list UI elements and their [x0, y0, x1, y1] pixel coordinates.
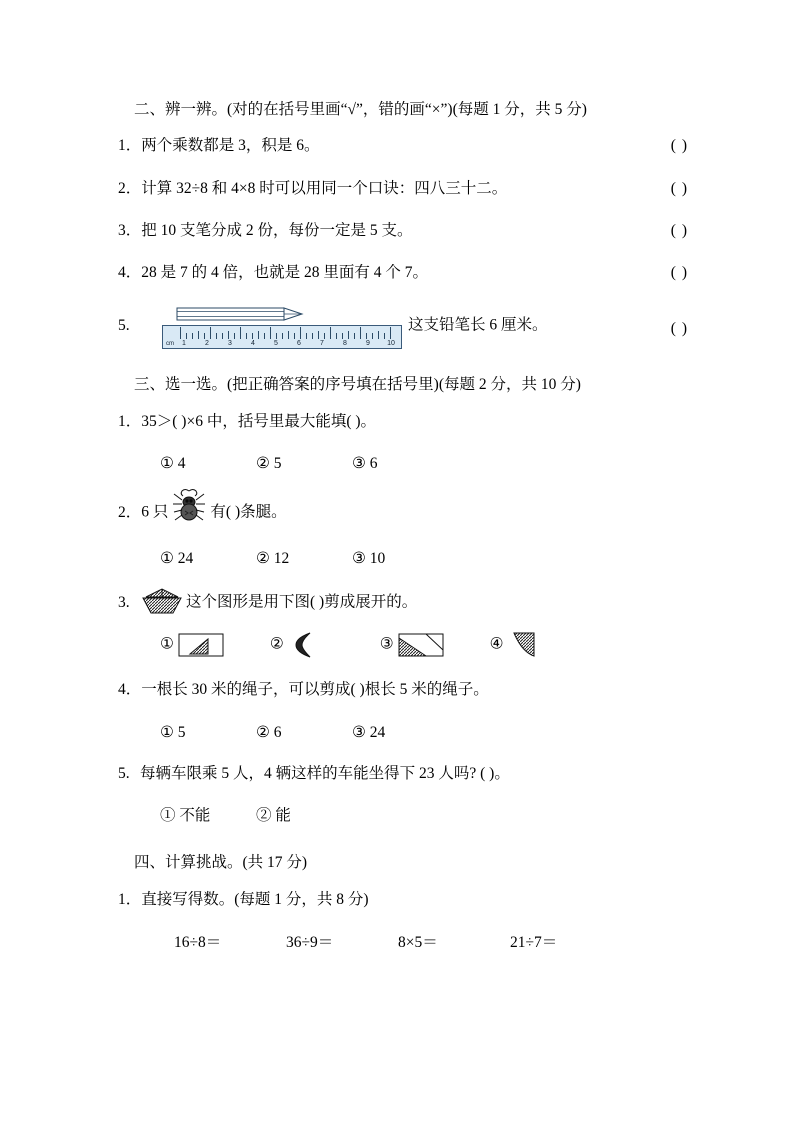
- choice-option[interactable]: ② 5: [256, 454, 282, 472]
- question-3-3: [118, 588, 688, 618]
- question-text-before: 6 只: [141, 503, 169, 521]
- ruler-tick-label: 3: [228, 339, 232, 347]
- choice-label: ③: [379, 635, 394, 653]
- question-number: 3.: [118, 593, 130, 611]
- question-2-2: [118, 177, 688, 200]
- answer-bracket[interactable]: ( ): [670, 137, 688, 155]
- question-text: 这个图形是用下图( )剪成展开的。: [186, 593, 418, 611]
- question-text: 28 是 7 的 4 倍，也就是 28 里面有 4 个 7。: [141, 264, 429, 281]
- question-number: 2．: [118, 503, 142, 521]
- section-two-heading: 二、辨一辨。(对的在括号里画“√”，错的画“×”)(每题 1 分，共 5 分): [134, 101, 587, 118]
- calc-item[interactable]: 21÷7＝: [510, 933, 558, 951]
- choice-option[interactable]: ① 不能: [160, 807, 211, 824]
- answer-bracket[interactable]: ( ): [670, 221, 688, 239]
- folded-paper-c-icon: [398, 630, 444, 660]
- question-number: 2．: [118, 179, 142, 197]
- choice-option-2[interactable]: [270, 630, 376, 660]
- choice-option[interactable]: ③ 24: [352, 723, 386, 741]
- choice-option[interactable]: ② 能: [256, 807, 291, 824]
- ruler-tick-label: 7: [320, 339, 324, 347]
- choice-option-1[interactable]: [160, 630, 266, 660]
- question-text-after: 有( )条腿。: [210, 503, 287, 521]
- spider-icon: [172, 486, 206, 526]
- ruler-tick-label: 10: [387, 339, 395, 347]
- choice-label: ①: [160, 635, 174, 653]
- answer-bracket[interactable]: ( ): [670, 320, 688, 338]
- calc-item[interactable]: 36÷9＝: [286, 933, 334, 951]
- question-3-1: [118, 410, 688, 433]
- question-2-4: [118, 261, 688, 284]
- question-number: 5.: [118, 316, 130, 334]
- question-text: 35＞( )×6 中，括号里最大能填( )。: [141, 412, 377, 430]
- question-3-2: [118, 493, 688, 533]
- choice-option[interactable]: ② 12: [256, 550, 290, 567]
- question-text: 这支铅笔长 6 厘米。: [408, 316, 548, 334]
- question-2-3: [118, 219, 688, 242]
- question-text: 两个乘数都是 3，积是 6。: [141, 137, 320, 155]
- question-number: 1．: [118, 890, 142, 908]
- choices-3-2: [118, 547, 688, 570]
- question-text: 每辆车限乘 5 人，4 辆这样的车能坐得下 23 人吗? ( )。: [140, 764, 510, 782]
- choice-option[interactable]: ① 24: [160, 550, 194, 567]
- folded-paper-b-icon: [288, 630, 322, 660]
- question-3-4: [118, 678, 688, 701]
- ruler-tick-label: 5: [274, 339, 278, 347]
- choices-3-1: [118, 452, 688, 475]
- choice-option[interactable]: ① 5: [160, 723, 186, 741]
- calc-row: [118, 930, 688, 952]
- ruler-tick-label: 8: [343, 339, 347, 347]
- choice-option-4[interactable]: [490, 630, 596, 660]
- pencil-icon: [176, 305, 306, 323]
- question-number: 3．: [118, 221, 142, 239]
- calc-item[interactable]: 16÷8＝: [174, 933, 222, 951]
- question-2-5: [118, 303, 688, 349]
- calc-item[interactable]: 8×5＝: [398, 933, 438, 951]
- worksheet-content: [118, 98, 688, 970]
- choice-option[interactable]: ③ 10: [352, 550, 386, 567]
- question-number: 1．: [118, 137, 142, 155]
- question-text: 一根长 30 米的绳子，可以剪成( )根长 5 米的绳子。: [141, 681, 489, 699]
- choice-option[interactable]: ② 6: [256, 723, 282, 741]
- ruler-tick-label: 4: [251, 339, 255, 347]
- ruler-ticks: [162, 325, 402, 339]
- choices-3-4: [118, 721, 688, 744]
- question-text: 计算 32÷8 和 4×8 时可以用同一个口诀：四八三十二。: [141, 179, 508, 197]
- question-number: 1．: [118, 412, 142, 430]
- folded-paper-a-icon: [178, 630, 224, 660]
- question-4-1: [118, 888, 688, 911]
- ruler-number-labels: [162, 338, 402, 349]
- ruler-unit-label: cm: [166, 341, 174, 348]
- question-text: 直接写得数。(每题 1 分，共 8 分): [141, 890, 369, 908]
- folded-paper-d-icon: [508, 630, 542, 660]
- ruler-tick-label: 9: [366, 339, 370, 347]
- ruler-tick-label: 6: [297, 339, 301, 347]
- ruler-icon: [162, 303, 402, 349]
- answer-bracket[interactable]: ( ): [670, 264, 688, 281]
- question-number: 4．: [118, 681, 142, 699]
- question-number: 4．: [118, 264, 142, 281]
- ruler-tick-label: 1: [182, 339, 186, 347]
- choice-label: ④: [489, 635, 504, 653]
- question-number: 5.: [118, 764, 130, 782]
- choice-label: ②: [269, 635, 284, 653]
- section-four-heading: 四、计算挑战。(共 17 分): [134, 854, 308, 872]
- section-three-heading: 三、选一选。(把正确答案的序号填在括号里)(每题 2 分，共 10 分): [134, 376, 581, 394]
- choices-3-3: [118, 630, 688, 660]
- choice-option[interactable]: ① 4: [160, 454, 186, 472]
- choice-option-3[interactable]: [380, 630, 486, 660]
- question-2-1: [118, 134, 688, 157]
- choices-3-5: [118, 804, 688, 827]
- question-text: 把 10 支笔分成 2 份，每份一定是 5 支。: [141, 221, 413, 239]
- paper-boat-icon: [140, 586, 184, 616]
- ruler-tick-label: 2: [205, 339, 209, 347]
- choice-option[interactable]: ③ 6: [352, 454, 378, 472]
- answer-bracket[interactable]: ( ): [670, 179, 688, 197]
- question-3-5: [118, 762, 688, 785]
